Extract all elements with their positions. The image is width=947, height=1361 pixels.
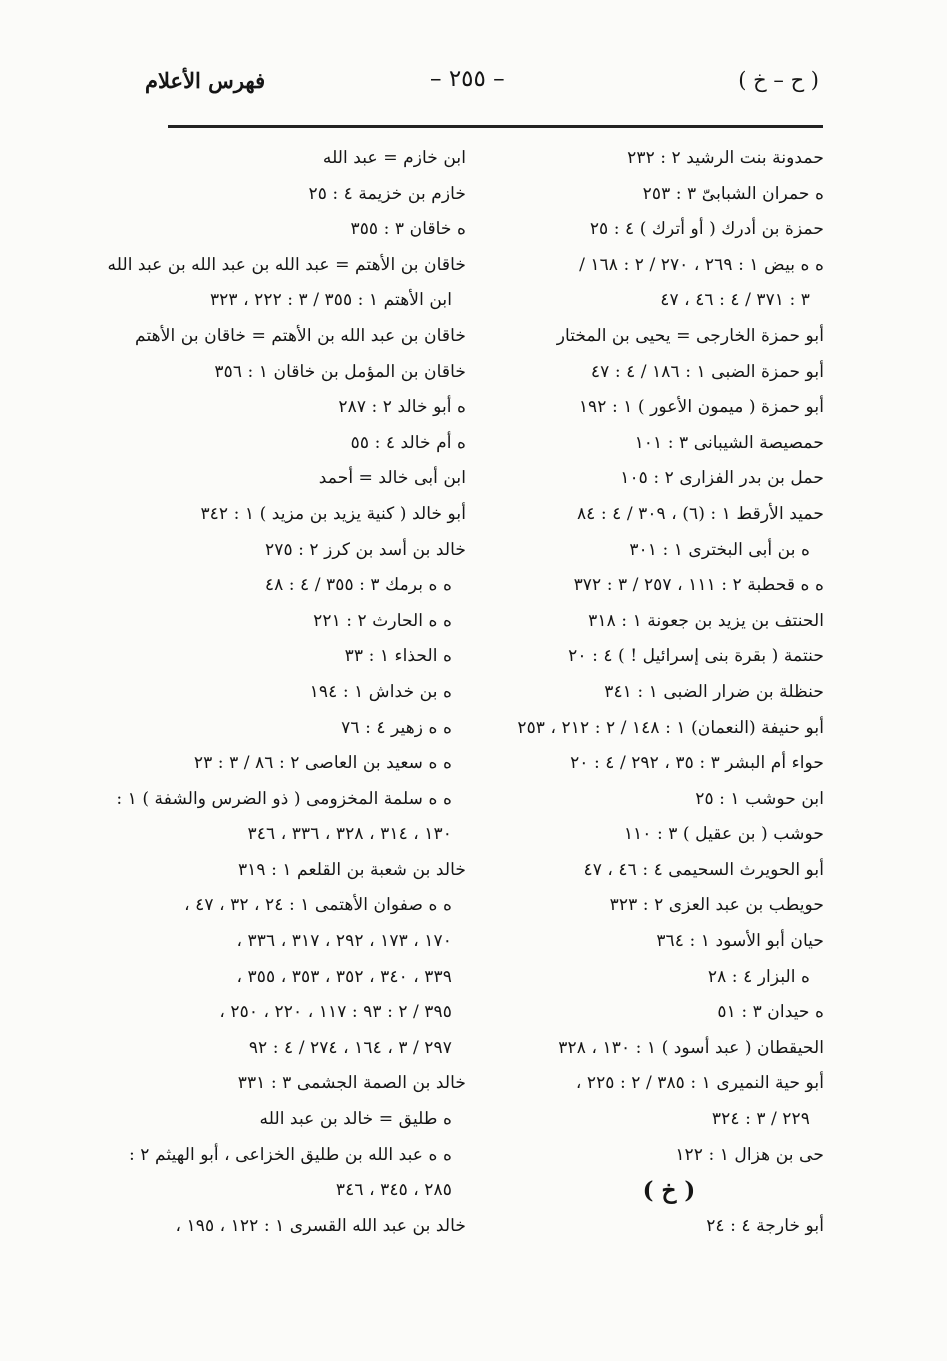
- index-entry: ه البزار ٤ : ٢٨: [707, 966, 810, 987]
- index-entry: ه الحذاء ١ : ٣٣: [344, 646, 452, 667]
- index-entry: أبو حنيفة (النعمان) ١ : ١٤٨ / ٢ : ٢١٢ ، ٢٥٣: [517, 717, 824, 738]
- index-entry: ه طليق = خالد بن عبد الله: [259, 1109, 452, 1130]
- index-entry: ابن خازم = عبد الله: [322, 148, 466, 168]
- index-entry: خالد بن أسد بن كرز ٢ : ٢٧٥: [265, 539, 466, 560]
- index-entry: ه ه سعيد بن العاصى ٢ : ٨٦ / ٣ : ٢٣: [193, 753, 452, 774]
- index-entry: أبو حمزة ( ميمون الأعور ) ١ : ١٩٢: [578, 397, 824, 418]
- index-entry: ابن الأهتم ١ : ٣٥٥ / ٣ : ٢٢٢ ، ٣٢٣: [209, 290, 452, 311]
- index-entry: ه ه زهير ٤ : ٧٦: [341, 717, 452, 738]
- index-entry: الحيقطان ( عبد أسود ) ١ : ١٣٠ ، ٣٢٨: [558, 1037, 824, 1058]
- index-entry: ٢٨٥ ، ٣٤٥ ، ٣٤٦: [335, 1180, 452, 1201]
- index-entry: ه خاقان ٣ : ٣٥٥: [350, 219, 466, 240]
- index-entry: ه ه صفوان الأهتمى ١ : ٢٤ ، ٣٢ ، ٤٧ ،: [184, 895, 452, 916]
- index-entry: ٢٢٩ / ٣ : ٣٢٤: [711, 1109, 810, 1130]
- index-entry: حويطب بن عبد العزى ٢ : ٣٢٣: [609, 895, 824, 916]
- index-entry: أبو خالد ( كنية يزيد بن مزيد ) ١ : ٣٤٢: [200, 503, 466, 524]
- index-entry: ابن أبى خالد = أحمد: [318, 468, 466, 489]
- index-entry: حوشب ( بن عقيل ) ٣ : ١١٠: [623, 824, 824, 845]
- index-entry: حيان أبو الأسود ١ : ٣٦٤: [656, 931, 824, 952]
- index-entry: ٣٩٥ / ٢ : ٩٣ : ١١٧ ، ٢٢٠ ، ٢٥٠ ،: [219, 1002, 452, 1023]
- right-column: [514, 141, 824, 1244]
- index-entry: حمدونة بنت الرشيد ٢ : ٢٣٢: [627, 148, 824, 168]
- index-entry: حمل بن بدر الفزارى ٢ : ١٠٥: [620, 468, 824, 489]
- page-number: – ٢٥٥ –: [430, 66, 505, 92]
- index-entry: ه ه الحارث ٢ : ٢٢١: [313, 610, 452, 631]
- index-title: فهرس الأعلام: [145, 68, 266, 93]
- index-entry: ه ه بيض ١ : ٢٦٩ ، ٢٧٠ / ٢ : ١٦٨ /: [579, 254, 824, 275]
- section-heading: ( خ ): [642, 1177, 696, 1205]
- index-entry: ه بن أبى البخترى ١ : ٣٠١: [629, 539, 810, 560]
- index-entry: خالد بن عبد الله القسرى ١ : ١٢٢ ، ١٩٥ ،: [175, 1215, 466, 1236]
- left-column: [107, 141, 466, 1244]
- index-entry: أبو حمزة الخارجى = يحيى بن المختار: [556, 325, 824, 346]
- index-entry: خازم بن خزيمة ٤ : ٢٥: [308, 183, 466, 204]
- index-entry: خاقان بن المؤمل بن خاقان ١ : ٣٥٦: [214, 361, 466, 382]
- index-entry: ه أبو خالد ٢ : ٢٨٧: [338, 397, 466, 418]
- index-entry: خالد بن الصمة الجشمى ٣ : ٣٣١: [237, 1073, 466, 1094]
- index-entry: حمزة بن أدرك ( أو أترك ) ٤ : ٢٥: [589, 219, 824, 240]
- index-entry: أبو خارجة ٤ : ٢٤: [706, 1215, 824, 1236]
- index-entry: ه أم خالد ٤ : ٥٥: [350, 432, 466, 453]
- index-entry: ه ه سلمة المخزومى ( ذو الضرس والشفة ) ١ :: [116, 788, 452, 809]
- index-entry: حميد الأرقط ١ : (٦) ، ٣٠٩ / ٤ : ٨٤: [576, 503, 824, 524]
- index-entry: ٣٣٩ ، ٣٤٠ ، ٣٥٢ ، ٣٥٣ ، ٣٥٥ ،: [236, 966, 452, 987]
- page-header: [0, 68, 947, 104]
- index-entry: أبو حمزة الضبى ١ : ١٨٦ / ٤ : ٤٧: [590, 361, 824, 382]
- index-entry: ٢٩٧ / ٣ ، ١٦٤ ، ٢٧٤ / ٤ : ٩٢: [248, 1037, 452, 1058]
- index-entry: الحنتف بن يزيد بن جعونة ١ : ٣١٨: [588, 610, 824, 631]
- index-entry: حى بن هزال ١ : ١٢٢: [675, 1144, 824, 1165]
- section-letters: ( ح – خ ): [738, 68, 819, 92]
- index-entry: ه ه برمك ٣ : ٣٥٥ / ٤ : ٤٨: [264, 575, 452, 596]
- index-entry: ه حيدان ٣ : ٥١: [717, 1002, 824, 1023]
- header-rule: [168, 125, 823, 128]
- index-entry: خاقان بن الأهتم = عبد الله بن عبد الله بن عبد الله: [107, 254, 466, 275]
- index-entry: أبو حية النميرى ١ : ٣٨٥ / ٢ : ٢٢٥ ،: [575, 1073, 824, 1094]
- index-entry: حمصيصة الشيبانى ٣ : ١٠١: [634, 432, 824, 453]
- index-entry: أبو الحويرث السحيمى ٤ : ٤٦ ، ٤٧: [583, 859, 824, 880]
- index-entry: خاقان بن عبد الله بن الأهتم = خاقان بن الأهتم: [135, 325, 466, 346]
- index-entry: حنتمة ( بقرة بنى إسرائيل ! ) ٤ : ٢٠: [568, 646, 824, 667]
- index-entry: خالد بن شعبة بن القلعم ١ : ٣١٩: [237, 859, 466, 880]
- index-entry: ه حمران الشبابىّ ٣ : ٢٥٣: [642, 183, 824, 204]
- index-entry: حنظلة بن ضرار الضبى ١ : ٣٤١: [604, 681, 824, 702]
- index-entry: ١٣٠ ، ٣١٤ ، ٣٢٨ ، ٣٣٦ ، ٣٤٦: [247, 824, 452, 845]
- index-entry: حواء أم البشر ٣ : ٣٥ ، ٢٩٢ / ٤ : ٢٠: [570, 753, 824, 774]
- index-entry: ه ه قحطبة ٢ : ١١١ ، ٢٥٧ / ٣ : ٣٧٢: [573, 575, 824, 596]
- index-entry: ٣ : ٣٧١ / ٤ : ٤٦ ، ٤٧: [660, 290, 810, 311]
- index-entry: ١٧٠ ، ١٧٣ ، ٢٩٢ ، ٣١٧ ، ٣٣٦ ،: [236, 931, 452, 952]
- index-entry: ابن حوشب ١ : ٢٥: [695, 788, 824, 809]
- index-entry: ه بن خداش ١ : ١٩٤: [309, 681, 452, 702]
- index-entry: ه ه عبد الله بن طليق الخزاعى ، أبو الهيثم ٢ :: [129, 1144, 452, 1165]
